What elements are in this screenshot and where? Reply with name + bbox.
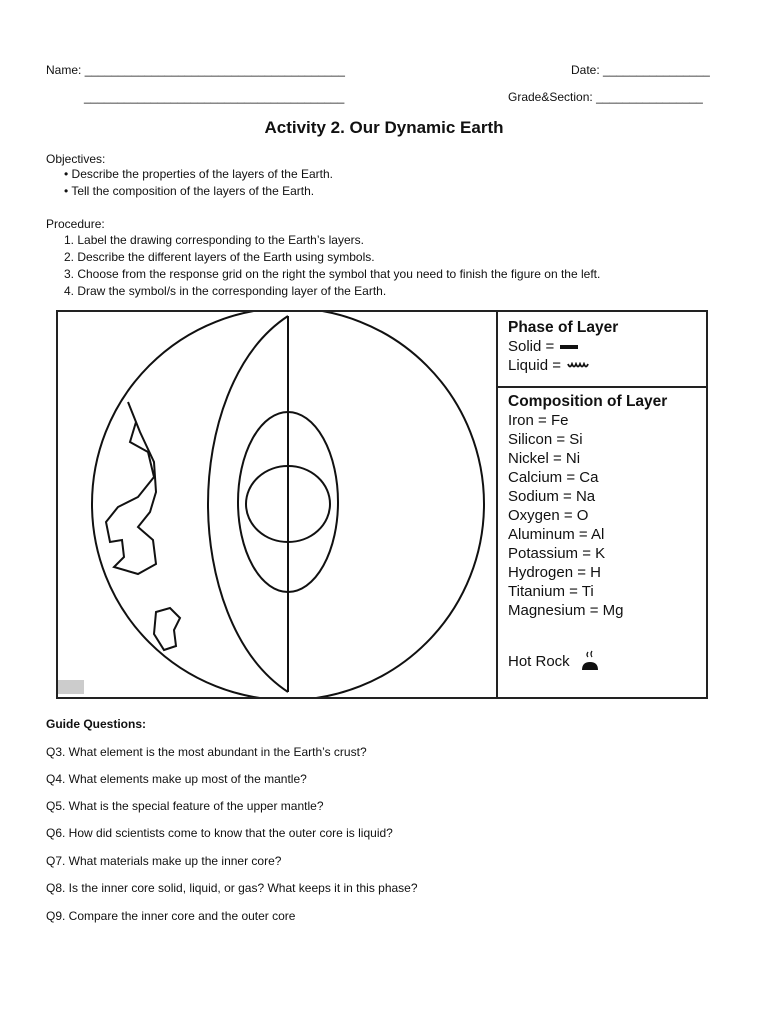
- figure-divider: [496, 312, 498, 697]
- list-item: Calcium = Ca: [508, 469, 599, 486]
- grade-label: Grade&Section:: [508, 90, 593, 104]
- question-item: Q5. What is the special feature of the upper mantle?: [46, 799, 324, 813]
- list-item: Nickel = Ni: [508, 450, 581, 467]
- list-item: 4. Draw the symbol/s in the corresponding layer of the Earth.: [64, 284, 387, 298]
- name-field: [46, 62, 345, 78]
- panel-separator: [498, 386, 706, 388]
- procedure-list: [64, 232, 600, 300]
- list-item: Silicon = Si: [508, 431, 583, 448]
- list-item: Hydrogen = H: [508, 564, 601, 581]
- hot-rock-label: Hot Rock: [508, 652, 570, 670]
- question-item: Q3. What element is the most abundant in the Earth’s crust?: [46, 745, 367, 759]
- question-item: Q9. Compare the inner core and the outer core: [46, 909, 296, 923]
- list-item: • Tell the composition of the layers of the Earth.: [64, 184, 315, 198]
- composition-heading: Composition of Layer: [508, 393, 668, 410]
- list-item: Magnesium = Mg: [508, 602, 624, 619]
- list-item: 3. Choose from the response grid on the right the symbol that you need to finish the figure on the left.: [64, 267, 601, 281]
- name-label: Name:: [46, 63, 82, 77]
- question-item: Q6. How did scientists come to know that the outer core is liquid?: [46, 826, 393, 840]
- question-item: Q7. What materials make up the inner core?: [46, 854, 282, 868]
- solid-row: [508, 337, 708, 356]
- list-item: 1. Label the drawing corresponding to the Earth’s layers.: [64, 233, 364, 247]
- hot-rock-row: [508, 650, 708, 674]
- solid-label: Solid =: [508, 338, 555, 355]
- objectives-list: [64, 166, 333, 200]
- list-item: • Describe the properties of the layers of the Earth.: [64, 167, 334, 181]
- list-item: Potassium = K: [508, 545, 606, 562]
- watermark-smudge: [58, 680, 84, 694]
- solid-symbol-icon: [560, 345, 578, 349]
- date-field: [571, 62, 710, 78]
- phase-panel: [508, 318, 708, 375]
- liquid-label: Liquid =: [508, 357, 561, 374]
- island-outline: [154, 608, 180, 650]
- question-item: Q8. Is the inner core solid, liquid, or gas? What keeps it in this phase?: [46, 881, 418, 895]
- earth-cross-section-drawing: [58, 312, 494, 697]
- guide-questions-label: Guide Questions:: [46, 717, 147, 731]
- name-blank: _______________________________________: [84, 63, 345, 77]
- date-label: Date:: [571, 63, 600, 77]
- continent-outline: [106, 402, 156, 574]
- grade-blank: ________________: [596, 90, 703, 104]
- procedure-label: Procedure:: [46, 217, 105, 231]
- liquid-wave-icon: [567, 362, 589, 370]
- objectives-label: Objectives:: [46, 152, 106, 166]
- crust-boundary: [208, 316, 288, 692]
- question-item: Q4. What elements make up most of the mantle?: [46, 772, 307, 786]
- list-item: Titanium = Ti: [508, 583, 594, 600]
- page-title: Activity 2. Our Dynamic Earth: [264, 118, 504, 137]
- grade-section-field: [508, 89, 703, 105]
- list-item: Iron = Fe: [508, 412, 569, 429]
- list-item: Oxygen = O: [508, 507, 589, 524]
- list-item: Sodium = Na: [508, 488, 596, 505]
- liquid-row: [508, 356, 708, 375]
- list-item: Aluminum = Al: [508, 526, 605, 543]
- phase-heading: Phase of Layer: [508, 319, 619, 336]
- date-blank: ________________: [603, 63, 710, 77]
- earth-layers-figure: [56, 310, 708, 699]
- hot-rock-icon: [580, 650, 600, 674]
- composition-panel: [508, 392, 708, 620]
- second-line-blank: _______________________________________: [84, 90, 345, 104]
- list-item: 2. Describe the different layers of the Earth using symbols.: [64, 250, 375, 264]
